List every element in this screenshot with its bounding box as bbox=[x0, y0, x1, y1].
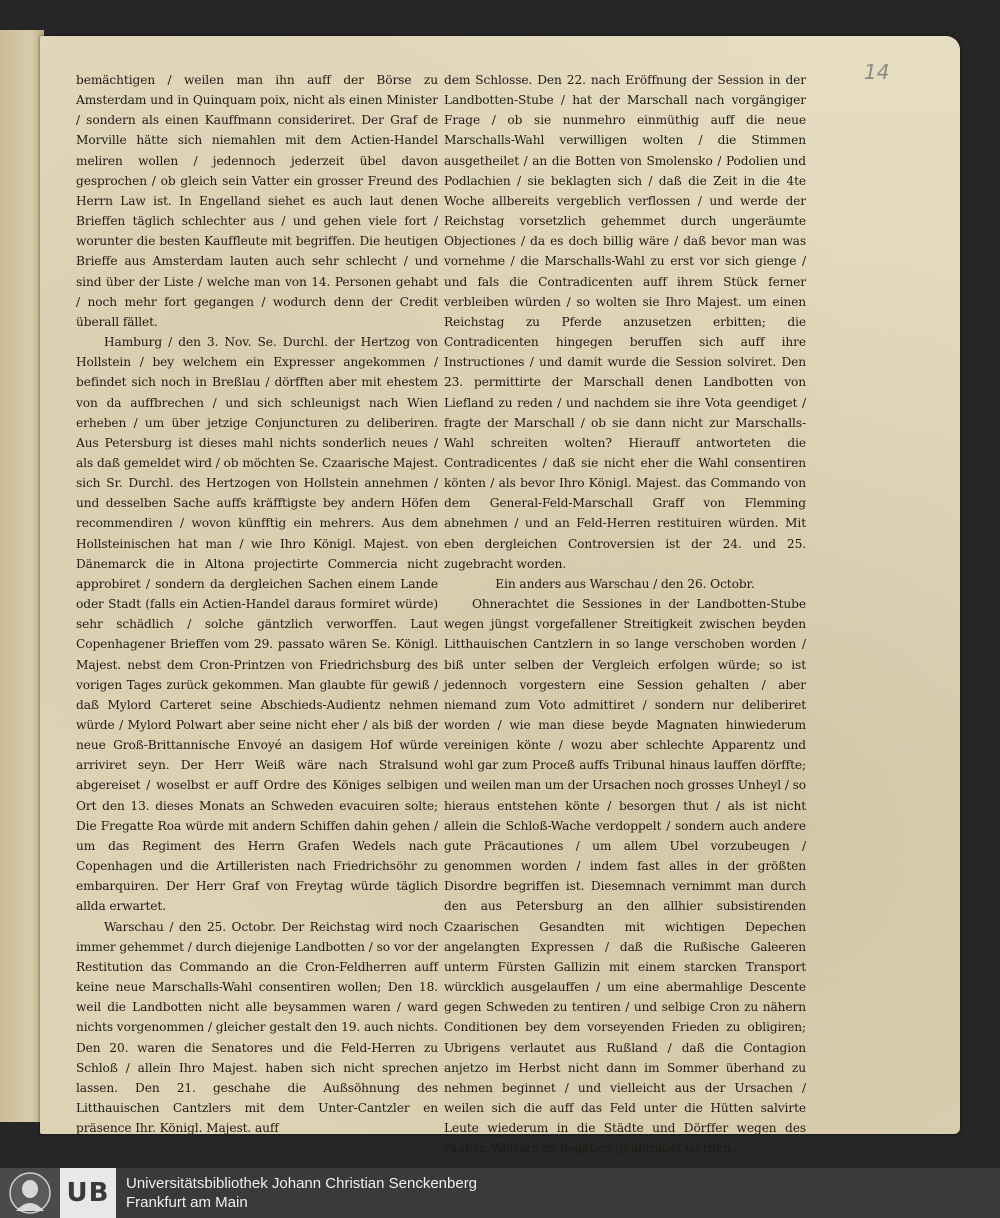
right-dateline: Ein anders aus Warschau / den 26. Octobr. bbox=[495, 576, 755, 591]
right-paragraph: dem Schlosse. Den 22. nach Eröffnung der Session in der Landbotten-Stube / hat der Marschall nach vorgängiger Frage / ob sie nunmehro einmüthig auff die neue Marschalls-Wahl verwilligen wolten / die Stimmen ausgetheilet / an die Botten von Smolensko / Podolien und Podlachien / sie beklagten sich / daß die Zeit in die 4te Woche allbereits vergeblich verflossen / und werde der Reichstag vorsetzlich gehemmet durch ungeräumte Objectiones / da es doch billig wäre / daß bevor man was vornehme / die Marschalls-Wahl zu erst vor sich gienge / und fals die Contradicenten auff ihrem Stück ferner verbleiben würden / so wolten sie Ihro Majest. um einen Reichstag zu Pferde anzusetzen erbitten; die Contradicenten hingegen beruffen sich auff ihre Instructiones / und damit wurde die Session solviret. Den 23. permittirte der Marschall denen Landbotten von Liefland zu reden / und nachdem sie ihre Vota geendiget / fragte der Marschall / ob sie dann nicht zur Marschalls-Wahl schreiten wolten? Hierauff antworteten die Contradicentes / daß sie nicht eher die Wahl consentiren könten / als bevor Ihro Königl. Majest. das Commando von dem General-Feld-Marschall Graff von Flemming abnehmen / und an Feld-Herren restituiren würden. Mit eben dergleichen Controversien ist der 24. und 25. zugebracht worden. bbox=[444, 73, 806, 571]
left-paragraph: bemächtigen / weilen man ihn auff der Börse zu Amsterdam und in Quinquam poix, nicht als einen Minister / sondern als einen Kauffmann consideriret. Der Graf de Morville hätte sich niemahlen mit dem Actien-Handel meliren wollen / jedennoch jederzeit übel davon gesprochen / ob gleich sein Vatter ein grosser Freund des Herrn Law ist. In Engelland siehet es auch laut denen Brieffen täglich schlechter aus / und gehen viele fort / worunter die besten Kauffleute mit begriffen. Die heutigen Brieffe aus Amsterdam lauten auch sehr schlecht / und sind über der Liste / welche man von 14. Personen gehabt / noch mehr fort gegangen / wodurch denn der Credit überall fället. bbox=[76, 73, 438, 329]
ub-logo-text: UB bbox=[60, 1168, 116, 1218]
library-logo[interactable] bbox=[0, 1168, 116, 1218]
right-paragraph: Ohnerachtet die Sessiones in der Landbotten-Stube wegen jüngst vorgefallener Streitigkeit zwischen beyden Litthauischen Cantzlern in so lange verschoben worden / biß unter selben der Vergleich erfolgen würde; so ist jedennoch vorgestern eine Session gehalten / aber niemand zum Voto admittiret / sondern nur deliberiret worden / wie man diese beyde Magnaten hinwiederum vereinigen könte / wozu aber schlechte Apparentz und wohl gar zum Proceß auffs Tribunal hinaus lauffen dörffte; und weilen man um der Ursachen noch grosses Unheyl / so hieraus entstehen könte / besorgen thut / als ist nicht allein die Schloß-Wache verdoppelt / sondern auch andere gute Präcautiones / um allem Ubel vorzubeugen / genommen worden / indem fast alles in der größten Disordre begriffen ist. Diesemnach vernimmt man durch den aus Petersburg an den allhier subsistirenden Czaarischen Gesandten mit wichtigen Depechen angelangten Expressen / daß die Rußische Galeeren unterm Fürsten Gallizin mit einem starcken Transport würcklich ausgelauffen / um eine abermahlige Descente gegen Schweden zu tentiren / und selbige Cron zu nähern Conditionen bey dem vorseyenden Frieden zu obligiren; Ubrigens verlautet aus Rußland / daß die Contagion anjetzo im Herbst nicht dann im Sommer überhand zu nehmen beginnet / und vielleicht aus der Ursachen / weilen sich die auff das Feld unter die Hütten salvirte Leute wiederum in die Städte und Dörffer wegen des rauhen Wetters zu begeben genöthiget werden. bbox=[444, 597, 806, 1156]
right-column bbox=[444, 70, 806, 1158]
library-name-line-2: Frankfurt am Main bbox=[126, 1194, 248, 1211]
left-column bbox=[76, 70, 438, 1138]
previous-page-edge bbox=[0, 30, 44, 1122]
left-paragraph: Hamburg / den 3. Nov. Se. Durchl. der Hertzog von Hollstein / bey welchem ein Expresser angekommen / befindet sich noch in Breßlau / dörfften aber mit ehestem von da auffbrechen / und sich schleunigst nach Wien erheben / um über jetzige Conjuncturen zu deliberiren. Aus Petersburg ist dieses mahl nichts sonderlich neues / als daß gemeldet wird / ob möchten Se. Czaarische Majest. sich Sr. Durchl. des Hertzogen von Hollstein annehmen / und desselben Sache auffs kräfftigste bey andern Höfen recommendiren / wovon künfftig ein mehrers. Aus dem Hollsteinischen hat man / wie Ihro Königl. Majest. von Dänemarck die in Altona projectirte Commercia nicht approbiret / sondern da dergleichen Sachen einem Lande oder Stadt (falls ein Actien-Handel daraus formiret würde) sehr schädlich / solche gäntzlich verworffen. Laut Copenhagener Brieffen vom 29. passato wären Se. Königl. Majest. nebst dem Cron-Printzen von Friedrichsburg des vorigen Tages zurück gekommen. Man glaubte für gewiß / daß Mylord Carteret seine Abschieds-Audientz nehmen würde / Mylord Polwart aber seine nicht eher / als biß der neue Groß-Brittannische Envoyé an dasigem Hof würde arriviret seyn. Der Herr Weiß wäre nach Stralsund abgereiset / woselbst er auff Ordre des Königes selbigen Ort den 13. dieses Monats an Schweden evacuiren solte; Die Fregatte Roa würde mit andern Schiffen dahin gehen / um das Regiment des Herrn Grafen Wedels nach Copenhagen und die Artilleristen nach Friedrichsöhr zu embarquiren. Der Herr Graf von Freytag würde täglich allda erwartet. bbox=[76, 335, 438, 914]
library-footer bbox=[0, 1168, 1000, 1218]
library-name[interactable] bbox=[126, 1174, 477, 1212]
left-paragraph: Warschau / den 25. Octobr. Der Reichstag wird noch immer gehemmet / durch diejenige Landbotten / so vor der Restitution das Commando an die Cron-Feldherren auff keine neue Marschalls-Wahl consentiren wollen; Den 18. weil die Landbotten nicht alle beysammen waren / ward nichts vorgenommen / gleicher gestalt den 19. auch nichts. Den 20. waren die Senatores und die Feld-Herren zu Schloß / allein Ihro Majest. haben sich nicht sprechen lassen. Den 21. geschahe die Außsöhnung des Litthauischen Cantzlers mit dem Unter-Cantzler en präsence Ihr. Königl. Majest. auff bbox=[76, 919, 438, 1136]
newspaper-page bbox=[40, 36, 960, 1156]
senckenberg-portrait-icon bbox=[0, 1168, 60, 1218]
library-name-line-1: Universitätsbibliothek Johann Christian Senckenberg bbox=[126, 1175, 478, 1192]
portrait-icon bbox=[8, 1171, 52, 1215]
folio-number: 14 bbox=[864, 60, 890, 84]
